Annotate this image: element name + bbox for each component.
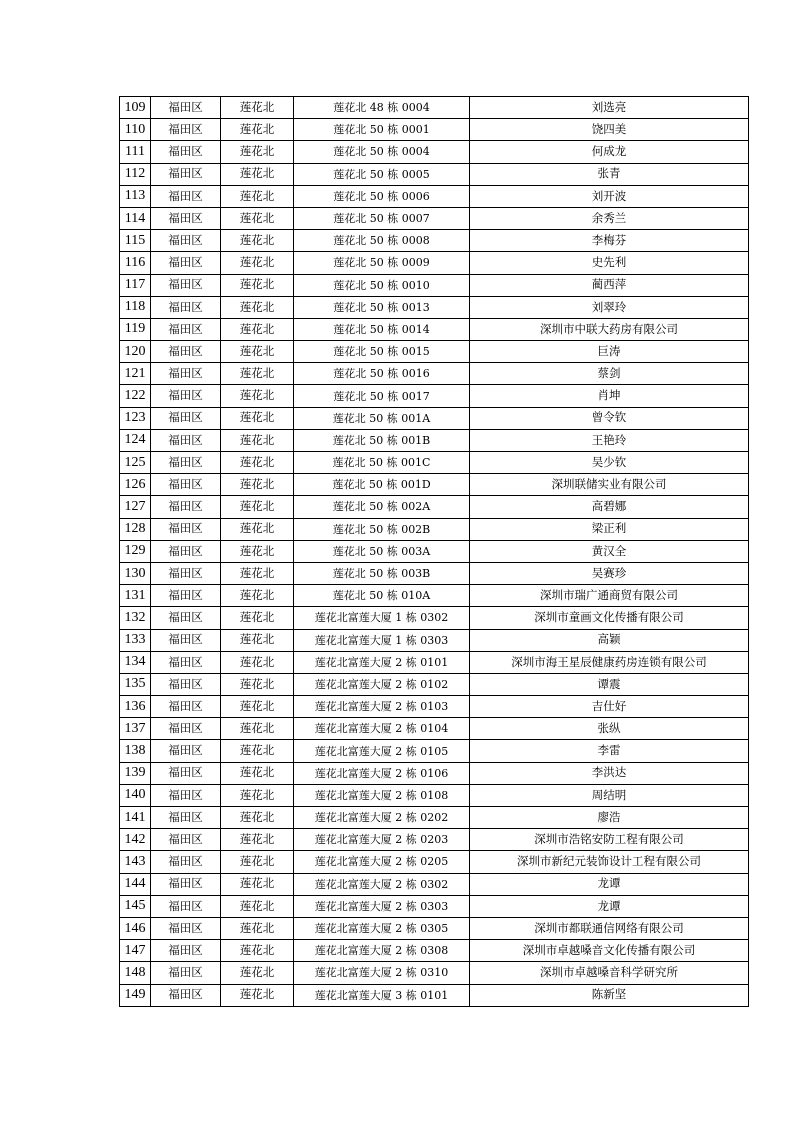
address-cell: 莲花北 50 栋 0010 bbox=[294, 274, 470, 296]
table-row bbox=[120, 962, 749, 984]
row-number: 128 bbox=[120, 518, 151, 540]
table-row bbox=[120, 762, 749, 784]
row-number: 133 bbox=[120, 629, 151, 651]
owner-cell: 龙谭 bbox=[470, 895, 749, 917]
owner-cell: 深圳市卓越嗓音科学研究所 bbox=[470, 962, 749, 984]
table-row bbox=[120, 230, 749, 252]
area-cell: 莲花北 bbox=[221, 207, 294, 229]
row-number: 140 bbox=[120, 784, 151, 806]
address-cell: 莲花北富莲大厦 2 栋 0308 bbox=[294, 940, 470, 962]
table-row bbox=[120, 496, 749, 518]
owner-cell: 肖坤 bbox=[470, 385, 749, 407]
district-cell: 福田区 bbox=[151, 718, 221, 740]
property-roster-table bbox=[119, 96, 749, 1007]
address-cell: 莲花北 50 栋 0016 bbox=[294, 363, 470, 385]
row-number: 147 bbox=[120, 940, 151, 962]
area-cell: 莲花北 bbox=[221, 274, 294, 296]
table-row bbox=[120, 807, 749, 829]
owner-cell: 陈新坚 bbox=[470, 984, 749, 1006]
row-number: 139 bbox=[120, 762, 151, 784]
address-cell: 莲花北富莲大厦 2 栋 0203 bbox=[294, 829, 470, 851]
owner-cell: 深圳市都联通信网络有限公司 bbox=[470, 917, 749, 939]
district-cell: 福田区 bbox=[151, 207, 221, 229]
row-number: 118 bbox=[120, 296, 151, 318]
owner-cell: 谭震 bbox=[470, 673, 749, 695]
area-cell: 莲花北 bbox=[221, 318, 294, 340]
owner-cell: 余秀兰 bbox=[470, 207, 749, 229]
district-cell: 福田区 bbox=[151, 185, 221, 207]
district-cell: 福田区 bbox=[151, 807, 221, 829]
table-row bbox=[120, 562, 749, 584]
district-cell: 福田区 bbox=[151, 873, 221, 895]
table-row bbox=[120, 452, 749, 474]
address-cell: 莲花北 50 栋 003A bbox=[294, 540, 470, 562]
district-cell: 福田区 bbox=[151, 673, 221, 695]
table-row bbox=[120, 163, 749, 185]
owner-cell: 刘开波 bbox=[470, 185, 749, 207]
row-number: 137 bbox=[120, 718, 151, 740]
address-cell: 莲花北 50 栋 0006 bbox=[294, 185, 470, 207]
owner-cell: 深圳市浩铭安防工程有限公司 bbox=[470, 829, 749, 851]
table-row bbox=[120, 119, 749, 141]
table-row bbox=[120, 207, 749, 229]
address-cell: 莲花北富莲大厦 2 栋 0104 bbox=[294, 718, 470, 740]
area-cell: 莲花北 bbox=[221, 429, 294, 451]
district-cell: 福田区 bbox=[151, 629, 221, 651]
owner-cell: 深圳市卓越嗓音文化传播有限公司 bbox=[470, 940, 749, 962]
row-number: 145 bbox=[120, 895, 151, 917]
owner-cell: 曾令钦 bbox=[470, 407, 749, 429]
address-cell: 莲花北富莲大厦 2 栋 0102 bbox=[294, 673, 470, 695]
row-number: 123 bbox=[120, 407, 151, 429]
table-row bbox=[120, 651, 749, 673]
row-number: 143 bbox=[120, 851, 151, 873]
table-row bbox=[120, 585, 749, 607]
district-cell: 福田区 bbox=[151, 97, 221, 119]
row-number: 122 bbox=[120, 385, 151, 407]
row-number: 125 bbox=[120, 452, 151, 474]
owner-cell: 王艳玲 bbox=[470, 429, 749, 451]
area-cell: 莲花北 bbox=[221, 407, 294, 429]
owner-cell: 饶四美 bbox=[470, 119, 749, 141]
roster-body bbox=[120, 97, 749, 1007]
district-cell: 福田区 bbox=[151, 962, 221, 984]
owner-cell: 张纵 bbox=[470, 718, 749, 740]
row-number: 130 bbox=[120, 562, 151, 584]
address-cell: 莲花北 50 栋 0007 bbox=[294, 207, 470, 229]
owner-cell: 蔺西萍 bbox=[470, 274, 749, 296]
owner-cell: 深圳市新纪元装饰设计工程有限公司 bbox=[470, 851, 749, 873]
row-number: 112 bbox=[120, 163, 151, 185]
table-row bbox=[120, 296, 749, 318]
area-cell: 莲花北 bbox=[221, 873, 294, 895]
district-cell: 福田区 bbox=[151, 230, 221, 252]
district-cell: 福田区 bbox=[151, 119, 221, 141]
owner-cell: 深圳市中联大药房有限公司 bbox=[470, 318, 749, 340]
district-cell: 福田区 bbox=[151, 296, 221, 318]
address-cell: 莲花北 50 栋 002B bbox=[294, 518, 470, 540]
owner-cell: 巨涛 bbox=[470, 341, 749, 363]
address-cell: 莲花北富莲大厦 1 栋 0302 bbox=[294, 607, 470, 629]
address-cell: 莲花北富莲大厦 2 栋 0108 bbox=[294, 784, 470, 806]
owner-cell: 张青 bbox=[470, 163, 749, 185]
address-cell: 莲花北 50 栋 0014 bbox=[294, 318, 470, 340]
table-row bbox=[120, 385, 749, 407]
row-number: 131 bbox=[120, 585, 151, 607]
owner-cell: 高颖 bbox=[470, 629, 749, 651]
owner-cell: 深圳市海王星辰健康药房连锁有限公司 bbox=[470, 651, 749, 673]
owner-cell: 高碧娜 bbox=[470, 496, 749, 518]
district-cell: 福田区 bbox=[151, 496, 221, 518]
area-cell: 莲花北 bbox=[221, 185, 294, 207]
row-number: 136 bbox=[120, 696, 151, 718]
area-cell: 莲花北 bbox=[221, 163, 294, 185]
address-cell: 莲花北 50 栋 0017 bbox=[294, 385, 470, 407]
address-cell: 莲花北 50 栋 001A bbox=[294, 407, 470, 429]
address-cell: 莲花北 50 栋 010A bbox=[294, 585, 470, 607]
district-cell: 福田区 bbox=[151, 740, 221, 762]
row-number: 144 bbox=[120, 873, 151, 895]
area-cell: 莲花北 bbox=[221, 385, 294, 407]
district-cell: 福田区 bbox=[151, 163, 221, 185]
row-number: 141 bbox=[120, 807, 151, 829]
district-cell: 福田区 bbox=[151, 252, 221, 274]
area-cell: 莲花北 bbox=[221, 962, 294, 984]
address-cell: 莲花北富莲大厦 2 栋 0303 bbox=[294, 895, 470, 917]
address-cell: 莲花北 50 栋 0009 bbox=[294, 252, 470, 274]
owner-cell: 廖浩 bbox=[470, 807, 749, 829]
owner-cell: 史先利 bbox=[470, 252, 749, 274]
row-number: 120 bbox=[120, 341, 151, 363]
area-cell: 莲花北 bbox=[221, 296, 294, 318]
district-cell: 福田区 bbox=[151, 585, 221, 607]
district-cell: 福田区 bbox=[151, 696, 221, 718]
row-number: 115 bbox=[120, 230, 151, 252]
table-row bbox=[120, 474, 749, 496]
address-cell: 莲花北富莲大厦 1 栋 0303 bbox=[294, 629, 470, 651]
area-cell: 莲花北 bbox=[221, 363, 294, 385]
area-cell: 莲花北 bbox=[221, 984, 294, 1006]
table-row bbox=[120, 984, 749, 1006]
table-row bbox=[120, 407, 749, 429]
owner-cell: 李洪达 bbox=[470, 762, 749, 784]
row-number: 126 bbox=[120, 474, 151, 496]
district-cell: 福田区 bbox=[151, 274, 221, 296]
area-cell: 莲花北 bbox=[221, 940, 294, 962]
address-cell: 莲花北富莲大厦 2 栋 0106 bbox=[294, 762, 470, 784]
owner-cell: 刘翠玲 bbox=[470, 296, 749, 318]
row-number: 148 bbox=[120, 962, 151, 984]
table-row bbox=[120, 318, 749, 340]
owner-cell: 深圳市瑞广通商贸有限公司 bbox=[470, 585, 749, 607]
address-cell: 莲花北富莲大厦 3 栋 0101 bbox=[294, 984, 470, 1006]
address-cell: 莲花北 50 栋 0004 bbox=[294, 141, 470, 163]
address-cell: 莲花北富莲大厦 2 栋 0302 bbox=[294, 873, 470, 895]
area-cell: 莲花北 bbox=[221, 917, 294, 939]
row-number: 114 bbox=[120, 207, 151, 229]
area-cell: 莲花北 bbox=[221, 141, 294, 163]
area-cell: 莲花北 bbox=[221, 452, 294, 474]
table-row bbox=[120, 673, 749, 695]
table-row bbox=[120, 274, 749, 296]
row-number: 109 bbox=[120, 97, 151, 119]
district-cell: 福田区 bbox=[151, 984, 221, 1006]
area-cell: 莲花北 bbox=[221, 97, 294, 119]
address-cell: 莲花北富莲大厦 2 栋 0205 bbox=[294, 851, 470, 873]
table-row bbox=[120, 540, 749, 562]
area-cell: 莲花北 bbox=[221, 740, 294, 762]
table-row bbox=[120, 252, 749, 274]
table-row bbox=[120, 185, 749, 207]
table-row bbox=[120, 784, 749, 806]
row-number: 124 bbox=[120, 429, 151, 451]
address-cell: 莲花北富莲大厦 2 栋 0105 bbox=[294, 740, 470, 762]
table-row bbox=[120, 629, 749, 651]
area-cell: 莲花北 bbox=[221, 540, 294, 562]
address-cell: 莲花北 50 栋 0001 bbox=[294, 119, 470, 141]
district-cell: 福田区 bbox=[151, 784, 221, 806]
table-row bbox=[120, 141, 749, 163]
area-cell: 莲花北 bbox=[221, 762, 294, 784]
area-cell: 莲花北 bbox=[221, 829, 294, 851]
row-number: 134 bbox=[120, 651, 151, 673]
area-cell: 莲花北 bbox=[221, 119, 294, 141]
district-cell: 福田区 bbox=[151, 363, 221, 385]
owner-cell: 梁正利 bbox=[470, 518, 749, 540]
district-cell: 福田区 bbox=[151, 518, 221, 540]
district-cell: 福田区 bbox=[151, 917, 221, 939]
district-cell: 福田区 bbox=[151, 895, 221, 917]
row-number: 149 bbox=[120, 984, 151, 1006]
row-number: 121 bbox=[120, 363, 151, 385]
owner-cell: 深圳市童画文化传播有限公司 bbox=[470, 607, 749, 629]
table-row bbox=[120, 718, 749, 740]
owner-cell: 刘选亮 bbox=[470, 97, 749, 119]
area-cell: 莲花北 bbox=[221, 341, 294, 363]
owner-cell: 黄汉全 bbox=[470, 540, 749, 562]
address-cell: 莲花北富莲大厦 2 栋 0310 bbox=[294, 962, 470, 984]
district-cell: 福田区 bbox=[151, 141, 221, 163]
district-cell: 福田区 bbox=[151, 762, 221, 784]
area-cell: 莲花北 bbox=[221, 474, 294, 496]
district-cell: 福田区 bbox=[151, 341, 221, 363]
district-cell: 福田区 bbox=[151, 829, 221, 851]
row-number: 135 bbox=[120, 673, 151, 695]
district-cell: 福田区 bbox=[151, 318, 221, 340]
owner-cell: 李雷 bbox=[470, 740, 749, 762]
row-number: 127 bbox=[120, 496, 151, 518]
owner-cell: 吴赛珍 bbox=[470, 562, 749, 584]
district-cell: 福田区 bbox=[151, 940, 221, 962]
district-cell: 福田区 bbox=[151, 385, 221, 407]
area-cell: 莲花北 bbox=[221, 629, 294, 651]
area-cell: 莲花北 bbox=[221, 895, 294, 917]
table-row bbox=[120, 895, 749, 917]
table-row bbox=[120, 940, 749, 962]
district-cell: 福田区 bbox=[151, 851, 221, 873]
table-row bbox=[120, 97, 749, 119]
table-row bbox=[120, 607, 749, 629]
table-row bbox=[120, 341, 749, 363]
row-number: 116 bbox=[120, 252, 151, 274]
address-cell: 莲花北 50 栋 001B bbox=[294, 429, 470, 451]
area-cell: 莲花北 bbox=[221, 230, 294, 252]
area-cell: 莲花北 bbox=[221, 496, 294, 518]
district-cell: 福田区 bbox=[151, 607, 221, 629]
district-cell: 福田区 bbox=[151, 429, 221, 451]
row-number: 110 bbox=[120, 119, 151, 141]
table-row bbox=[120, 873, 749, 895]
row-number: 138 bbox=[120, 740, 151, 762]
row-number: 117 bbox=[120, 274, 151, 296]
area-cell: 莲花北 bbox=[221, 673, 294, 695]
district-cell: 福田区 bbox=[151, 651, 221, 673]
area-cell: 莲花北 bbox=[221, 607, 294, 629]
area-cell: 莲花北 bbox=[221, 696, 294, 718]
area-cell: 莲花北 bbox=[221, 585, 294, 607]
row-number: 119 bbox=[120, 318, 151, 340]
district-cell: 福田区 bbox=[151, 474, 221, 496]
area-cell: 莲花北 bbox=[221, 651, 294, 673]
address-cell: 莲花北富莲大厦 2 栋 0103 bbox=[294, 696, 470, 718]
owner-cell: 李梅芬 bbox=[470, 230, 749, 252]
address-cell: 莲花北 50 栋 001C bbox=[294, 452, 470, 474]
owner-cell: 蔡剑 bbox=[470, 363, 749, 385]
district-cell: 福田区 bbox=[151, 540, 221, 562]
table-row bbox=[120, 917, 749, 939]
row-number: 142 bbox=[120, 829, 151, 851]
district-cell: 福田区 bbox=[151, 452, 221, 474]
address-cell: 莲花北 50 栋 0015 bbox=[294, 341, 470, 363]
address-cell: 莲花北 50 栋 0013 bbox=[294, 296, 470, 318]
row-number: 132 bbox=[120, 607, 151, 629]
owner-cell: 龙谭 bbox=[470, 873, 749, 895]
owner-cell: 何成龙 bbox=[470, 141, 749, 163]
row-number: 146 bbox=[120, 917, 151, 939]
row-number: 113 bbox=[120, 185, 151, 207]
district-cell: 福田区 bbox=[151, 562, 221, 584]
area-cell: 莲花北 bbox=[221, 851, 294, 873]
owner-cell: 周结明 bbox=[470, 784, 749, 806]
district-cell: 福田区 bbox=[151, 407, 221, 429]
address-cell: 莲花北 50 栋 0005 bbox=[294, 163, 470, 185]
address-cell: 莲花北 50 栋 0008 bbox=[294, 230, 470, 252]
owner-cell: 吴少钦 bbox=[470, 452, 749, 474]
address-cell: 莲花北 50 栋 002A bbox=[294, 496, 470, 518]
area-cell: 莲花北 bbox=[221, 718, 294, 740]
table-row bbox=[120, 829, 749, 851]
area-cell: 莲花北 bbox=[221, 252, 294, 274]
area-cell: 莲花北 bbox=[221, 807, 294, 829]
area-cell: 莲花北 bbox=[221, 784, 294, 806]
owner-cell: 吉仕好 bbox=[470, 696, 749, 718]
table-row bbox=[120, 429, 749, 451]
address-cell: 莲花北 50 栋 003B bbox=[294, 562, 470, 584]
owner-cell: 深圳联储实业有限公司 bbox=[470, 474, 749, 496]
address-cell: 莲花北富莲大厦 2 栋 0305 bbox=[294, 917, 470, 939]
address-cell: 莲花北富莲大厦 2 栋 0202 bbox=[294, 807, 470, 829]
address-cell: 莲花北 48 栋 0004 bbox=[294, 97, 470, 119]
table-row bbox=[120, 696, 749, 718]
table-row bbox=[120, 518, 749, 540]
area-cell: 莲花北 bbox=[221, 518, 294, 540]
address-cell: 莲花北富莲大厦 2 栋 0101 bbox=[294, 651, 470, 673]
address-cell: 莲花北 50 栋 001D bbox=[294, 474, 470, 496]
row-number: 129 bbox=[120, 540, 151, 562]
table-row bbox=[120, 363, 749, 385]
table-row bbox=[120, 740, 749, 762]
area-cell: 莲花北 bbox=[221, 562, 294, 584]
row-number: 111 bbox=[120, 141, 151, 163]
table-row bbox=[120, 851, 749, 873]
